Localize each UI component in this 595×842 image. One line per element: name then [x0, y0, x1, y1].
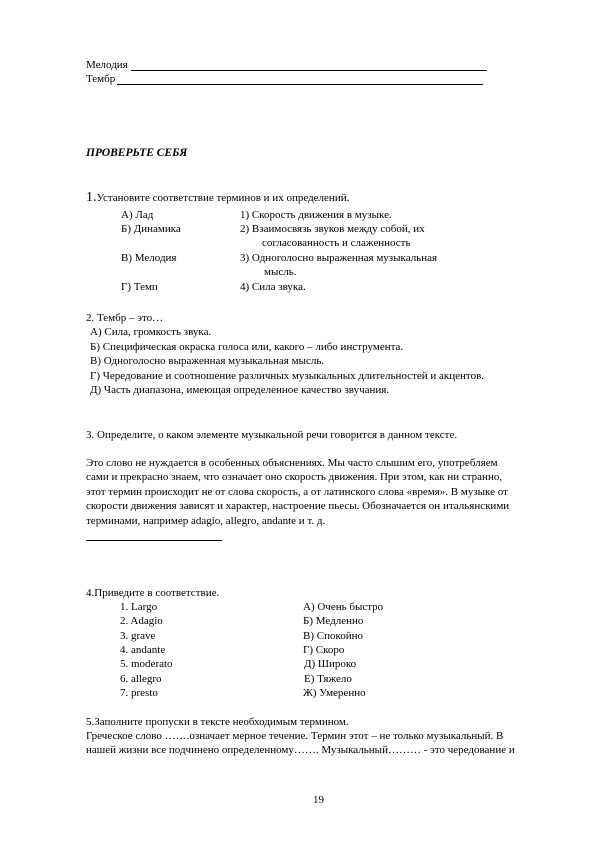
q1-term: Г) Темп: [121, 281, 158, 293]
timbre-label: Тембр: [86, 73, 116, 85]
q1-term: В) Мелодия: [121, 252, 177, 264]
timbre-field: [86, 72, 115, 86]
q2-option: В) Одноголосно выраженная музыкальная мысль.: [90, 355, 325, 367]
q4-right-item: Б) Медленно: [303, 615, 364, 627]
q3-answer-line: [86, 540, 222, 541]
q4-right-item: Е) Тяжело: [304, 673, 352, 685]
timbre-answer-line: [117, 84, 483, 85]
melody-field: [86, 58, 128, 72]
q3-paragraph-line: терминами, например adagio, allegro, andante и т. д.: [86, 515, 326, 527]
q1-definition: 4) Сила звука.: [240, 281, 306, 293]
q4-left-item: 7. presto: [120, 687, 158, 699]
q1-definition: 1) Скорость движения в музыке.: [240, 209, 392, 221]
q4-left-item: 1. Largo: [120, 601, 158, 613]
section-title: ПРОВЕРЬТЕ СЕБЯ: [86, 147, 188, 159]
q2-option: Г) Чередование и соотношение различных музыкальных длительностей и акцентов.: [90, 370, 485, 382]
q3-paragraph-line: сами и прекрасно знаем, что означает оно скорость движения. При этом, как ни странно,: [86, 471, 503, 483]
q2-option: Б) Специфическая окраска голоса или, какого – либо инструмента.: [90, 341, 404, 353]
q3-paragraph-line: Это слово не нуждается в особенных объяснениях. Мы часто слышим его, употребляем: [86, 457, 498, 469]
q5-text-line: Греческое слово …….означает мерное течение. Термин этот – не только музыкальный. В: [86, 730, 504, 742]
q4-left-item: 6. allegro: [120, 673, 162, 685]
q4-right-item: Ж) Умеренно: [303, 687, 366, 699]
q1-term: Б) Динамика: [121, 223, 181, 235]
melody-label: Мелодия: [86, 59, 128, 71]
q2-option: А) Сила, громкость звука.: [90, 326, 212, 338]
q5-prompt: 5.Заполните пропуски в тексте необходимым термином.: [86, 716, 349, 728]
q4-prompt: 4.Приведите в соответствие.: [86, 587, 220, 599]
q1-definition: 2) Взаимосвязь звуков между собой, их: [240, 223, 425, 235]
q4-right-item: В) Спокойно: [303, 630, 364, 642]
q2-prompt: 2. Тембр – это…: [86, 312, 164, 324]
page-number: 19: [313, 794, 324, 806]
q5-text-line: нашей жизни все подчинено определенному……. Музыкальный……… - это чередование и: [86, 744, 515, 756]
q2-option: Д) Часть диапазона, имеющая определенное качество звучания.: [90, 384, 390, 396]
q3-paragraph-line: этот термин происходит не от слова скорость, а от латинского слова «время». В музыке от: [86, 486, 508, 498]
q4-right-item: Г) Скоро: [303, 644, 345, 656]
q1-definition: 3) Одноголосно выраженная музыкальная: [240, 252, 438, 264]
q1-text: Установите соответствие терминов и их определений.: [96, 192, 350, 204]
q3-prompt: 3. Определите, о каком элементе музыкальной речи говорится в данном тексте.: [86, 429, 458, 441]
melody-answer-line: [131, 70, 487, 71]
q1-number: 1.: [86, 190, 97, 205]
q1-term: А) Лад: [121, 209, 154, 221]
q1-definition: согласованность и слаженность: [262, 237, 411, 249]
q4-left-item: 2. Adagio: [120, 615, 163, 627]
q4-left-item: 4. andante: [120, 644, 166, 656]
q4-right-item: А) Очень быстро: [303, 601, 384, 613]
q4-left-item: 5. moderato: [120, 658, 173, 670]
q4-right-item: Д) Широко: [304, 658, 357, 670]
q1-definition: мысль.: [264, 266, 297, 278]
q4-left-item: 3. grave: [120, 630, 156, 642]
q3-paragraph-line: скорости движения зависят и характер, настроение пьесы. Обозначается он итальянскими: [86, 500, 510, 512]
q1-prompt: [86, 191, 349, 205]
